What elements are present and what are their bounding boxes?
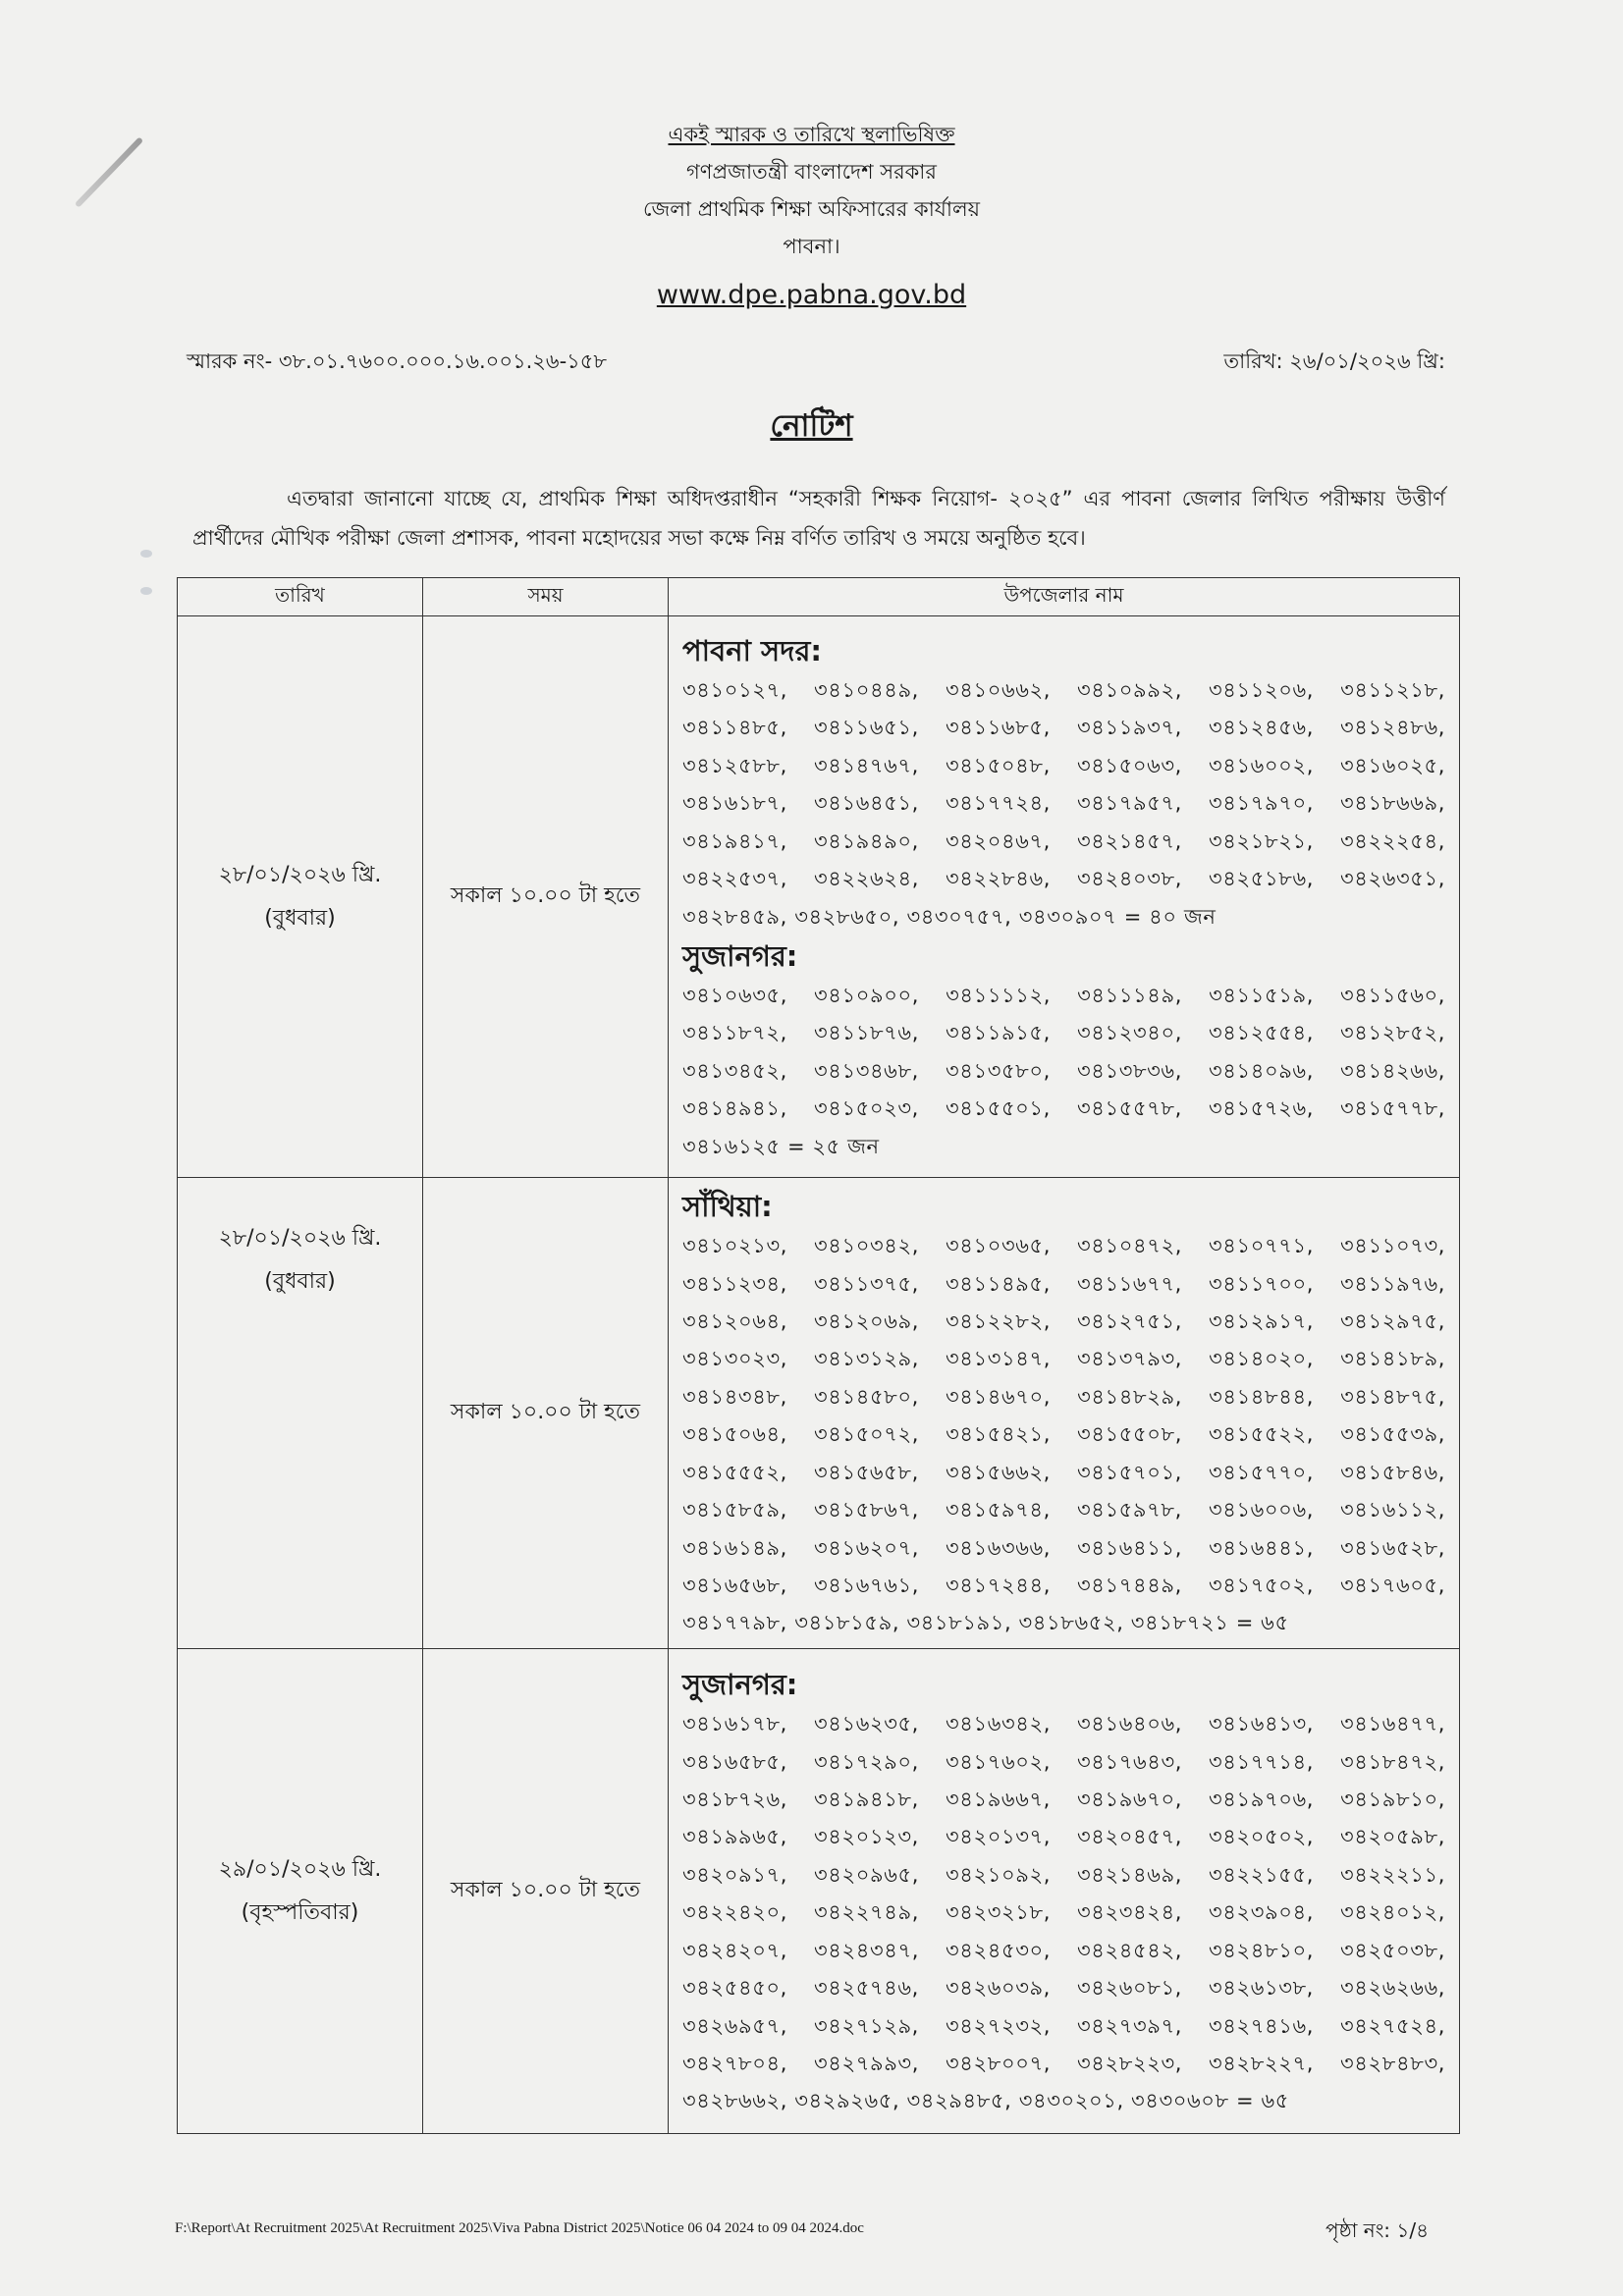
table-row: [178, 616, 1460, 1178]
table-row: [178, 1178, 1460, 1649]
table-row: [178, 1649, 1460, 2134]
date-value: ২৮/০১/২০২৬ খ্রি.: [218, 862, 382, 887]
date-cell: [178, 1178, 423, 1649]
notice-title: নোটিশ: [770, 408, 853, 444]
viva-schedule-table: [177, 577, 1460, 2134]
time-cell: সকাল ১০.০০ টা হতে: [423, 616, 669, 1178]
office-location: পাবনা।: [783, 235, 840, 258]
time-cell: সকাল ১০.০০ টা হতে: [423, 1178, 669, 1649]
date-cell: [178, 616, 423, 1178]
upazila-cell: [669, 1649, 1460, 2134]
day-value: (বৃহস্পতিবার): [241, 1899, 359, 1925]
office-name: জেলা প্রাথমিক শিক্ষা অফিসারের কার্যালয়: [642, 197, 981, 221]
upazila-name: পাবনা সদর:: [682, 634, 822, 668]
upazila-name: সাঁথিয়া:: [682, 1190, 773, 1224]
date-value: ২৯/০১/২০২৬ খ্রি.: [218, 1856, 382, 1882]
roll-list: ৩৪১৬১৭৮, ৩৪১৬২৩৫, ৩৪১৬৩৪২, ৩৪১৬৪০৬, ৩৪১৬৪১৩, ৩৪১৬৪৭৭, ৩৪১৬৫৮৫, ৩৪১৭২৯০, ৩৪১৭৬০২, ৩৪১৭৬৪৩, ৩৪১৭৭১৪, ৩৪১৮৪৭২, ৩৪১৮৭২৬, ৩৪১৯৪১৮, ৩৪১৯৬৬৭, ৩৪১৯৬৭০, ৩৪১৯৭০৬, ৩৪১৯৮১০, ৩৪১৯৯৬৫, ৩৪২০১২৩, ৩৪২০১৩৭, ৩৪২০৪৫৭, ৩৪২০৫০২, ৩৪২০৫৯৮, ৩৪২০৯১৭, ৩৪২০৯৬৫, ৩৪২১০৯২, ৩৪২১৪৬৯, ৩৪২২১৫৫, ৩৪২২২১১, ৩৪২২৪২০, ৩৪২২৭৪৯, ৩৪২৩২১৮, ৩৪২৩৪২৪, ৩৪২৩৯০৪, ৩৪২৪০১২, ৩৪২৪২০৭, ৩৪২৪৩৪৭, ৩৪২৪৫৩০, ৩৪২৪৫৪২, ৩৪২৪৮১০, ৩৪২৫০৩৮, ৩৪২৫৪৫০, ৩৪২৫৭৪৬, ৩৪২৬০৩৯, ৩৪২৬০৮১, ৩৪২৬১৩৮, ৩৪২৬২৬৬, ৩৪২৬৯৫৭, ৩৪২৭১২৯, ৩৪২৭২৩২, ৩৪২৭৩৯৭, ৩৪২৭৪১৬, ৩৪২৭৫২৪, ৩৪২৭৮০৪, ৩৪২৭৯৯৩, ৩৪২৮০০৭, ৩৪২৮২২৩, ৩৪২৮২২৭, ৩৪২৮৪৮৩, ৩৪২৮৬৬২, ৩৪২৯২৬৫, ৩৪২৯৪৮৫, ৩৪৩০২০১, ৩৪৩০৬০৮ = ৬৫: [682, 1712, 1445, 2113]
memo-number: স্মারক নং- ৩৮.০১.৭৬০০.০০০.১৬.০০১.২৬-১৫৮: [187, 349, 608, 373]
header-date: তারিখ: [178, 578, 423, 616]
page-number: পৃষ্ঠা নং: ১/৪: [1325, 2218, 1430, 2242]
footer-file-path: F:\Report\At Recruitment 2025\At Recruitment 2025\Viva Pabna District 2025\Notice 06 04 2024 to 09 04 2024.doc: [175, 2220, 864, 2236]
memo-line: [187, 346, 1445, 380]
day-value: (বুধবার): [264, 905, 336, 931]
upazila-name: সুজানগর:: [682, 1668, 798, 1702]
date-value: ২৮/০১/২০২৬ খ্রি.: [218, 1226, 382, 1251]
memo-date: তারিখ: ২৬/০১/২০২৬ খ্রি:: [1223, 349, 1445, 373]
roll-list: ৩৪১০১২৭, ৩৪১০৪৪৯, ৩৪১০৬৬২, ৩৪১০৯৯২, ৩৪১১২০৬, ৩৪১১২১৮, ৩৪১১৪৮৫, ৩৪১১৬৫১, ৩৪১১৬৮৫, ৩৪১১৯৩৭, ৩৪১২৪৫৬, ৩৪১২৪৮৬, ৩৪১২৫৮৮, ৩৪১৪৭৬৭, ৩৪১৫০৪৮, ৩৪১৫০৬৩, ৩৪১৬০০২, ৩৪১৬০২৫, ৩৪১৬১৮৭, ৩৪১৬৪৫১, ৩৪১৭৭২৪, ৩৪১৭৯৫৭, ৩৪১৭৯৭০, ৩৪১৮৬৬৯, ৩৪১৯৪১৭, ৩৪১৯৪৯০, ৩৪২০৪৬৭, ৩৪২১৪৫৭, ৩৪২১৮২১, ৩৪২২২৫৪, ৩৪২২৫৩৭, ৩৪২২৬২৪, ৩৪২২৮৪৬, ৩৪২৪০৩৮, ৩৪২৫১৮৬, ৩৪২৬৩৫১, ৩৪২৮৪৫৯, ৩৪২৮৬৫০, ৩৪৩০৭৫৭, ৩৪৩০৯০৭ = ৪০ জন: [682, 678, 1445, 929]
roll-list: ৩৪১০২১৩, ৩৪১০৩৪২, ৩৪১০৩৬৫, ৩৪১০৪৭২, ৩৪১০৭৭১, ৩৪১১০৭৩, ৩৪১১২৩৪, ৩৪১১৩৭৫, ৩৪১১৪৯৫, ৩৪১১৬৭৭, ৩৪১১৭০০, ৩৪১১৯৭৬, ৩৪১২০৬৪, ৩৪১২০৬৯, ৩৪১২২৮২, ৩৪১২৭৫১, ৩৪১২৯১৭, ৩৪১২৯৭৫, ৩৪১৩০২৩, ৩৪১৩১২৯, ৩৪১৩১৪৭, ৩৪১৩৭৯৩, ৩৪১৪০২০, ৩৪১৪১৮৯, ৩৪১৪৩৪৮, ৩৪১৪৫৮০, ৩৪১৪৬৭০, ৩৪১৪৮২৯, ৩৪১৪৮৪৪, ৩৪১৪৮৭৫, ৩৪১৫০৬৪, ৩৪১৫০৭২, ৩৪১৫৪২১, ৩৪১৫৫০৮, ৩৪১৫৫২২, ৩৪১৫৫৩৯, ৩৪১৫৫৫২, ৩৪১৫৬৫৮, ৩৪১৫৬৬২, ৩৪১৫৭০১, ৩৪১৫৭৭০, ৩৪১৫৮৪৬, ৩৪১৫৮৫৯, ৩৪১৫৮৬৭, ৩৪১৫৯৭৪, ৩৪১৫৯৭৮, ৩৪১৬০০৬, ৩৪১৬১১২, ৩৪১৬১৪৯, ৩৪১৬২০৭, ৩৪১৬৩৬৬, ৩৪১৬৪১১, ৩৪১৬৪৪১, ৩৪১৬৫২৮, ৩৪১৬৫৬৮, ৩৪১৬৭৬১, ৩৪১৭২৪৪, ৩৪১৭৪৪৯, ৩৪১৭৫০২, ৩৪১৭৬০৫, ৩৪১৭৭৯৮, ৩৪১৮১৫৯, ৩৪১৮১৯১, ৩৪১৮৬৫২, ৩৪১৮৭২১ = ৬৫: [682, 1234, 1445, 1635]
notice-intro: এতদ্বারা জানানো যাচ্ছে যে, প্রাথমিক শিক্ষা অধিদপ্তরাধীন “সহকারী শিক্ষক নিয়োগ- ২০২৫” এর পাবনা জেলার লিখিত পরীক্ষায় উত্তীর্ণ প্রার্থীদের মৌখিক পরীক্ষা জেলা প্রশাসক, পাবনা মহোদয়ের সভা কক্ষে নিম্ন বর্ণিত তারিখ ও সময়ে অনুষ্ঠিত হবে।: [192, 487, 1445, 550]
website-link[interactable]: www.dpe.pabna.gov.bd: [656, 280, 967, 310]
roll-list: ৩৪১০৬৩৫, ৩৪১০৯০০, ৩৪১১১১২, ৩৪১১১৪৯, ৩৪১১৫১৯, ৩৪১১৫৬০, ৩৪১১৮৭২, ৩৪১১৮৭৬, ৩৪১১৯১৫, ৩৪১২৩৪০, ৩৪১২৫৫৪, ৩৪১২৮৫২, ৩৪১৩৪৫২, ৩৪১৩৪৬৮, ৩৪১৩৫৮০, ৩৪১৩৮৩৬, ৩৪১৪০৯৬, ৩৪১৪২৬৬, ৩৪১৪৯৪১, ৩৪১৫০২৩, ৩৪১৫৫০১, ৩৪১৫৫৭৮, ৩৪১৫৭২৬, ৩৪১৫৭৭৮, ৩৪১৬১২৫ = ২৫ জন: [682, 983, 1445, 1158]
paper-speck: [140, 550, 152, 558]
letterhead: [0, 116, 1623, 314]
government-name: গণপ্রজাতন্ত্রী বাংলাদেশ সরকার: [686, 160, 937, 184]
upazila-cell: [669, 616, 1460, 1178]
table-header-row: [178, 578, 1460, 616]
paper-speck: [140, 587, 152, 595]
upazila-name: সুজানগর:: [682, 938, 798, 973]
time-cell: সকাল ১০.০০ টা হতে: [423, 1649, 669, 2134]
day-value: (বুধবার): [264, 1269, 336, 1294]
upazila-cell: [669, 1178, 1460, 1649]
header-time: সময়: [423, 578, 669, 616]
amendment-line: একই স্মারক ও তারিখে স্থলাভিষিক্ত: [668, 123, 955, 146]
date-cell: [178, 1649, 423, 2134]
header-upazila: উপজেলার নাম: [669, 578, 1460, 616]
